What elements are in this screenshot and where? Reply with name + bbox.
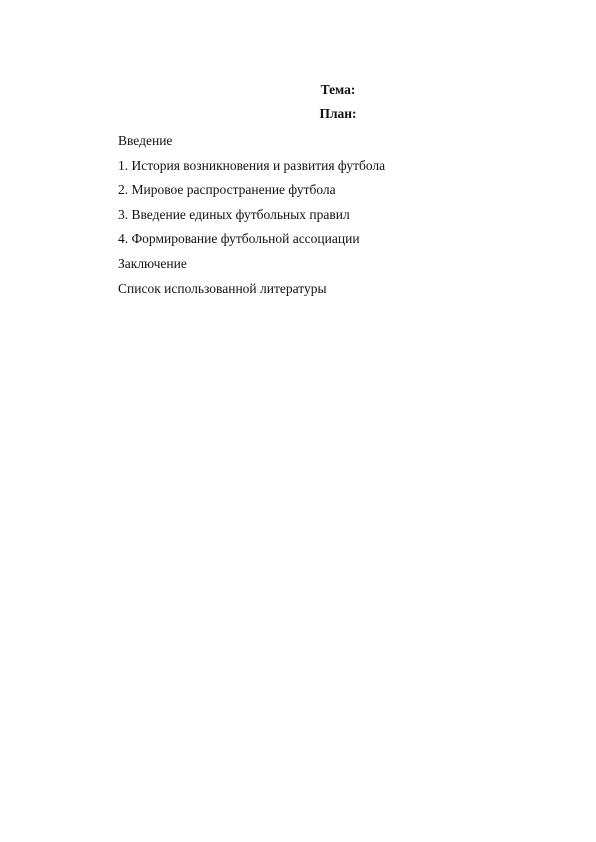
toc-item-1: 1. История возникновения и развития футбола xyxy=(118,157,386,173)
table-of-contents xyxy=(118,129,385,301)
toc-item-4: 4. Формирование футбольной ассоциации xyxy=(118,231,360,247)
plan-heading: План: xyxy=(319,106,357,121)
toc-item-introduction: Введение xyxy=(118,133,173,148)
topic-heading: Тема: xyxy=(320,82,356,97)
toc-item-2: 2. Мировое распространение футбола xyxy=(118,182,336,198)
toc-item-conclusion: Заключение xyxy=(118,255,187,271)
toc-item-3: 3. Введение единых футбольных правил xyxy=(118,206,350,222)
toc-item-references: Список использованной литературы xyxy=(118,280,327,296)
